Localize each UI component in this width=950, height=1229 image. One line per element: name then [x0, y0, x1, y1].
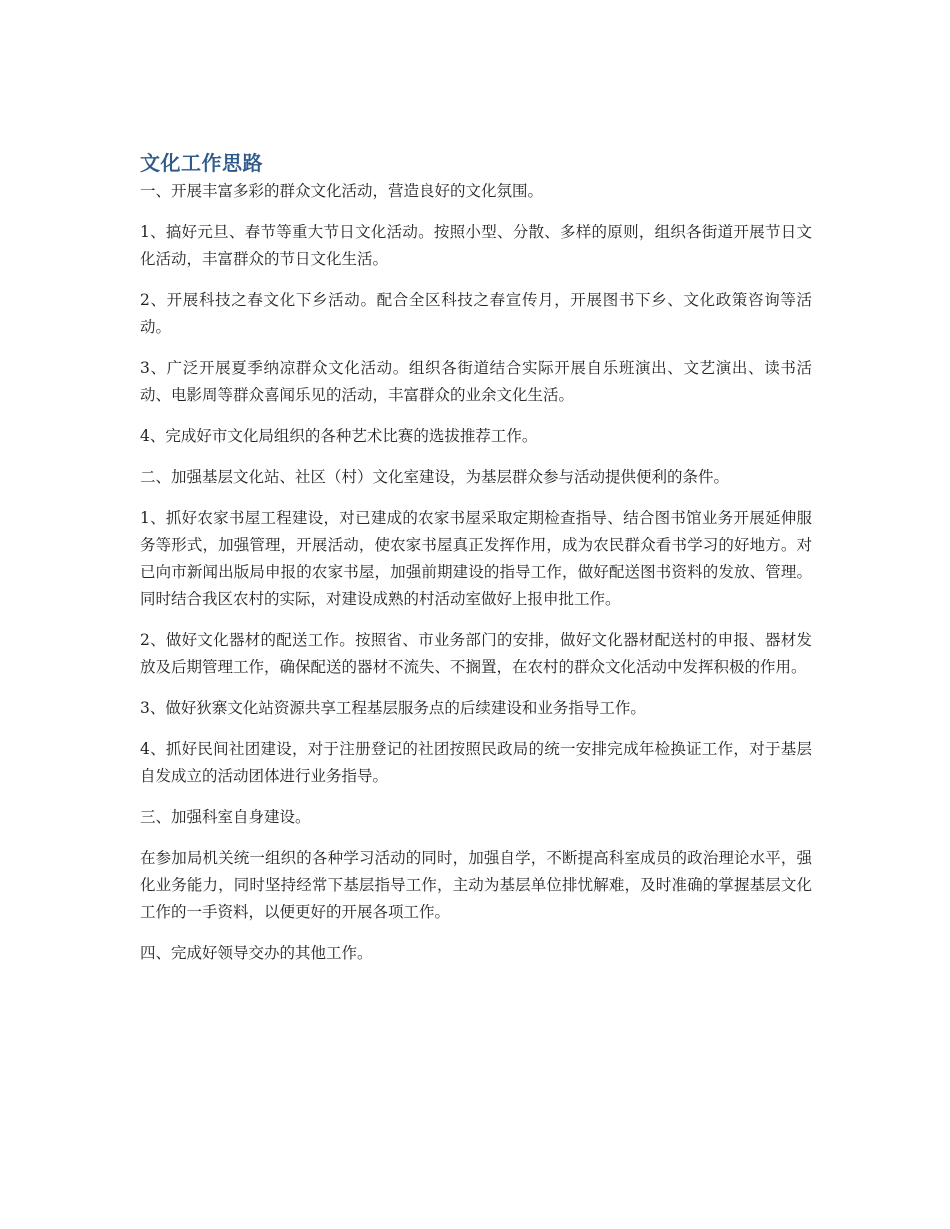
paragraph-3-1: 在参加局机关统一组织的各种学习活动的同时，加强自学，不断提高科室成员的政治理论水平，强化业务能力，同时坚持经常下基层指导工作，主动为基层单位排忧解难，及时准确的掌握基层文化工作的一手资料，以便更好的开展各项工作。: [140, 849, 812, 921]
paragraph-1-4: 4、完成好市文化局组织的各种艺术比赛的选拔推荐工作。: [140, 427, 538, 445]
paragraph-1-1: 1、搞好元旦、春节等重大节日文化活动。按照小型、分散、多样的原则，组织各街道开展节日文化活动，丰富群众的节日文化生活。: [140, 223, 812, 268]
paragraph-2-1: 1、抓好农家书屋工程建设，对已建成的农家书屋采取定期检查指导、结合图书馆业务开展延伸服务等形式，加强管理，开展活动，使农家书屋真正发挥作用，成为农民群众看书学习的好地方。对已向市新闻出版局申报的农家书屋，加强前期建设的指导工作，做好配送图书资料的发放、管理。同时结合我区农村的实际，对建设成熟的村活动室做好上报申批工作。: [140, 509, 812, 608]
section-heading-3: 三、加强科室自身建设。: [140, 808, 311, 826]
paragraph-2-3: 3、做好狄寨文化站资源共享工程基层服务点的后续建设和业务指导工作。: [140, 699, 646, 717]
paragraph-1-2: 2、开展科技之春文化下乡活动。配合全区科技之春宣传月，开展图书下乡、文化政策咨询等活动。: [140, 291, 812, 336]
document-page: [140, 148, 812, 981]
document-title: 文化工作思路: [140, 151, 263, 175]
section-heading-1: 一、开展丰富多彩的群众文化活动，营造良好的文化氛围。: [140, 182, 544, 200]
section-heading-2: 二、加强基层文化站、社区（村）文化室建设，为基层群众参与活动提供便利的条件。: [140, 468, 730, 486]
paragraph-1-3: 3、广泛开展夏季纳凉群众文化活动。组织各街道结合实际开展自乐班演出、文艺演出、读书活动、电影周等群众喜闻乐见的活动，丰富群众的业余文化生活。: [140, 359, 812, 404]
paragraph-2-2: 2、做好文化器材的配送工作。按照省、市业务部门的安排，做好文化器材配送村的申报、器材发放及后期管理工作，确保配送的器材不流失、不搁置，在农村的群众文化活动中发挥积极的作用。: [140, 631, 812, 676]
paragraph-2-4: 4、抓好民间社团建设，对于注册登记的社团按照民政局的统一安排完成年检换证工作，对于基层自发成立的活动团体进行业务指导。: [140, 740, 812, 785]
section-heading-4: 四、完成好领导交办的其他工作。: [140, 944, 373, 962]
